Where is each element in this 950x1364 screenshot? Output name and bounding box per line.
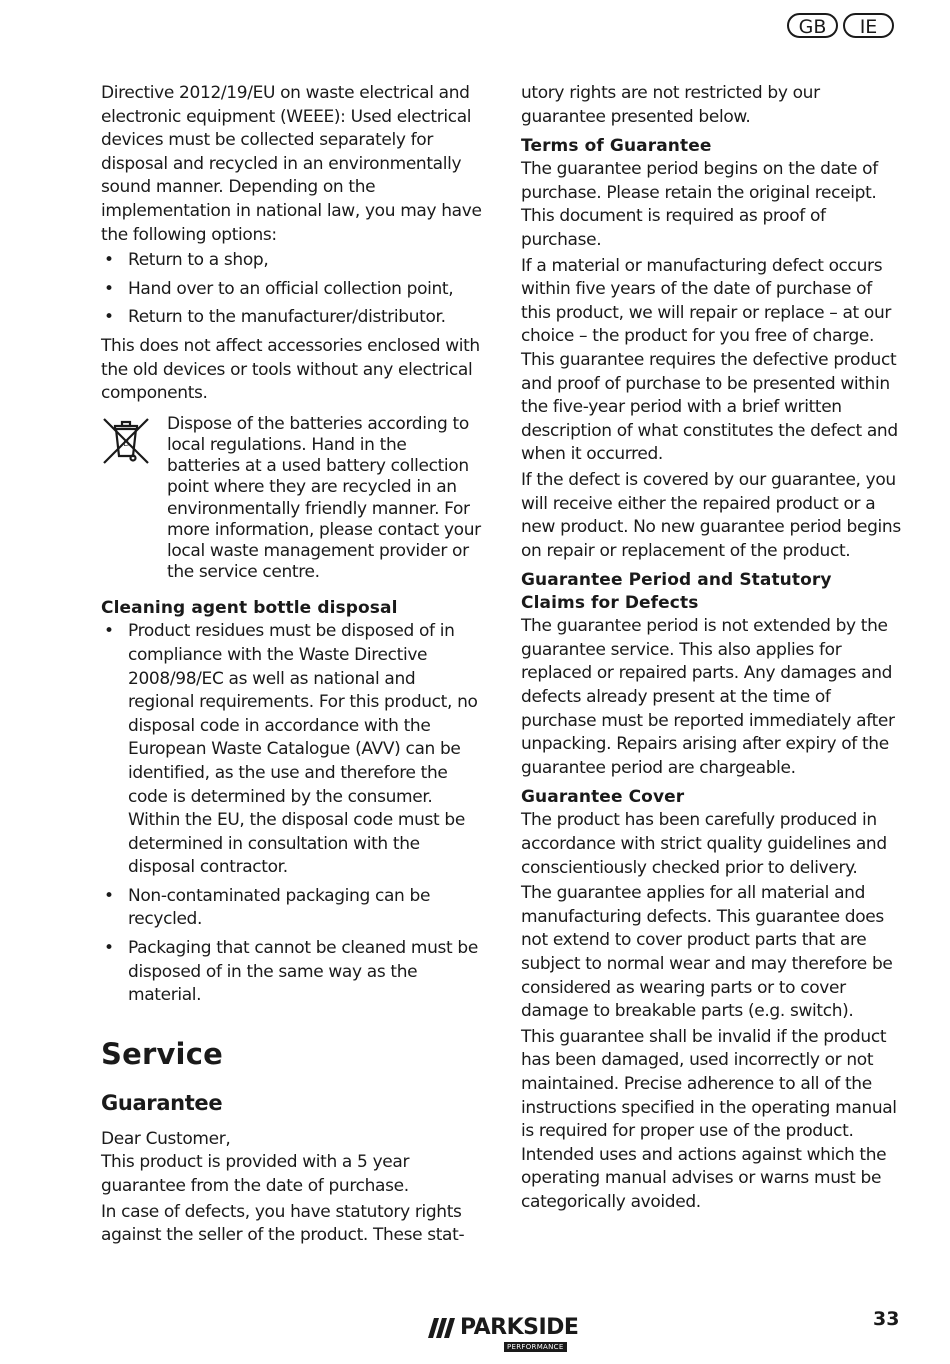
- list-item: • Non-contaminated packaging can be recycled.: [104, 885, 431, 930]
- sub-brand-badge: PERFORMANCE: [504, 1342, 567, 1352]
- statutory-rights-paragraph: In case of defects, you have statutory rights against the seller of the product. These stat-: [101, 1201, 465, 1246]
- accessories-paragraph: This does not affect accessories enclosed with the old devices or tools without any electrical components.: [101, 335, 480, 404]
- guarantee-intro: This product is provided with a 5 year guarantee from the date of purchase.: [101, 1152, 410, 1197]
- terms-paragraph-1: The guarantee period begins on the date of purchase. Please retain the original receipt. This document is required as proof of purchase.: [521, 159, 878, 250]
- page-number: 33: [873, 1308, 900, 1330]
- parkside-logo: [428, 1314, 588, 1354]
- cover-paragraph-2: The guarantee applies for all material and manufacturing defects. This guarantee does not extend to cover product parts that are subject to normal wear and may therefore be considered as wearing parts or to cover damage to breakable parts (e.g. switch).: [521, 883, 893, 1022]
- cleaning-list: [101, 620, 483, 1008]
- cover-paragraph-3: This guarantee shall be invalid if the product has been damaged, used incorrectly or not maintained. Precise adherence to all of the instructions specified in the operating manual is required for proper use of the product. Intended uses and actions against which the operating manual advises or warns must be categorically avoided.: [521, 1026, 897, 1212]
- svg-text:Li: Li: [123, 439, 129, 448]
- cover-paragraph-1: The product has been carefully produced in accordance with strict quality guidelines and conscientiously checked prior to delivery.: [521, 810, 887, 878]
- parkside-stripes-icon: [428, 1318, 456, 1338]
- greeting: Dear Customer,: [101, 1128, 231, 1149]
- list-item: • Return to the manufacturer/distributor.: [104, 307, 446, 328]
- battery-disposal-block: [101, 414, 483, 584]
- brand-name: PARKSIDE: [460, 1315, 579, 1340]
- period-heading: Guarantee Period and Statutory Claims for Defects: [521, 570, 832, 614]
- cover-heading: Guarantee Cover: [521, 787, 685, 808]
- left-column: [101, 82, 483, 1250]
- cleaning-heading: Cleaning agent bottle disposal: [101, 598, 398, 619]
- guarantee-heading: Guarantee: [101, 1090, 223, 1115]
- disposal-options-list: [101, 249, 483, 330]
- list-item: • Return to a shop,: [104, 250, 269, 271]
- list-item: • Packaging that cannot be cleaned must be disposed of in the same way as the material.: [104, 938, 478, 1006]
- service-heading: Service: [101, 1036, 223, 1071]
- list-item: • Hand over to an official collection point,: [104, 278, 454, 299]
- weee-paragraph: Directive 2012/19/EU on waste electrical and electronic equipment (WEEE): Used electrical devices must be collected separately for disposal and recycled in an environmentally sound manner. Depending on the implementation in national law, you may have the following options:: [101, 83, 482, 245]
- lang-badge-gb: GB: [787, 13, 838, 38]
- terms-paragraph-2: If a material or manufacturing defect occurs within five years of the date of purchase of this product, we will repair or replace – at our choice – the product for you free of charge. This guarantee requires the defective product and proof of purchase to be presented within the five-year period with a brief written description of what constitutes the defect and when it occurred.: [521, 255, 898, 465]
- terms-paragraph-3: If the defect is covered by our guarantee, you will receive either the repaired product or a new product. No new guarantee period begins on repair or replacement of the product.: [521, 469, 901, 561]
- terms-heading: Terms of Guarantee: [521, 136, 712, 157]
- statutory-rights-continued: utory rights are not restricted by our guarantee presented below.: [521, 83, 820, 127]
- right-column: [521, 82, 905, 1217]
- list-item: • Product residues must be disposed of in compliance with the Waste Directive 2008/98/EC as well as national and regional requirements. For this product, no disposal code in accordance with the European Waste Catalogue (AVV) can be identified, as the use and therefore the code is determined by the consumer. Within the EU, the disposal code must be determined in consultation with the disposal contractor.: [104, 621, 478, 878]
- lang-badge-ie: IE: [843, 13, 894, 38]
- crossed-out-wheeled-bin-icon: [101, 416, 151, 466]
- period-paragraph: The guarantee period is not extended by the guarantee service. This also applies for replaced or repaired parts. Any damages and defects already present at the time of purchase must be reported immediately after unpacking. Repairs arising after expiry of the guarantee period are chargeable.: [521, 616, 895, 778]
- battery-disposal-text: Dispose of the batteries according to local regulations. Hand in the batteries at a used battery collection point where they are recycled in an environmentally friendly manner. For more information, please contact your local waste management provider or the service centre.: [167, 413, 481, 583]
